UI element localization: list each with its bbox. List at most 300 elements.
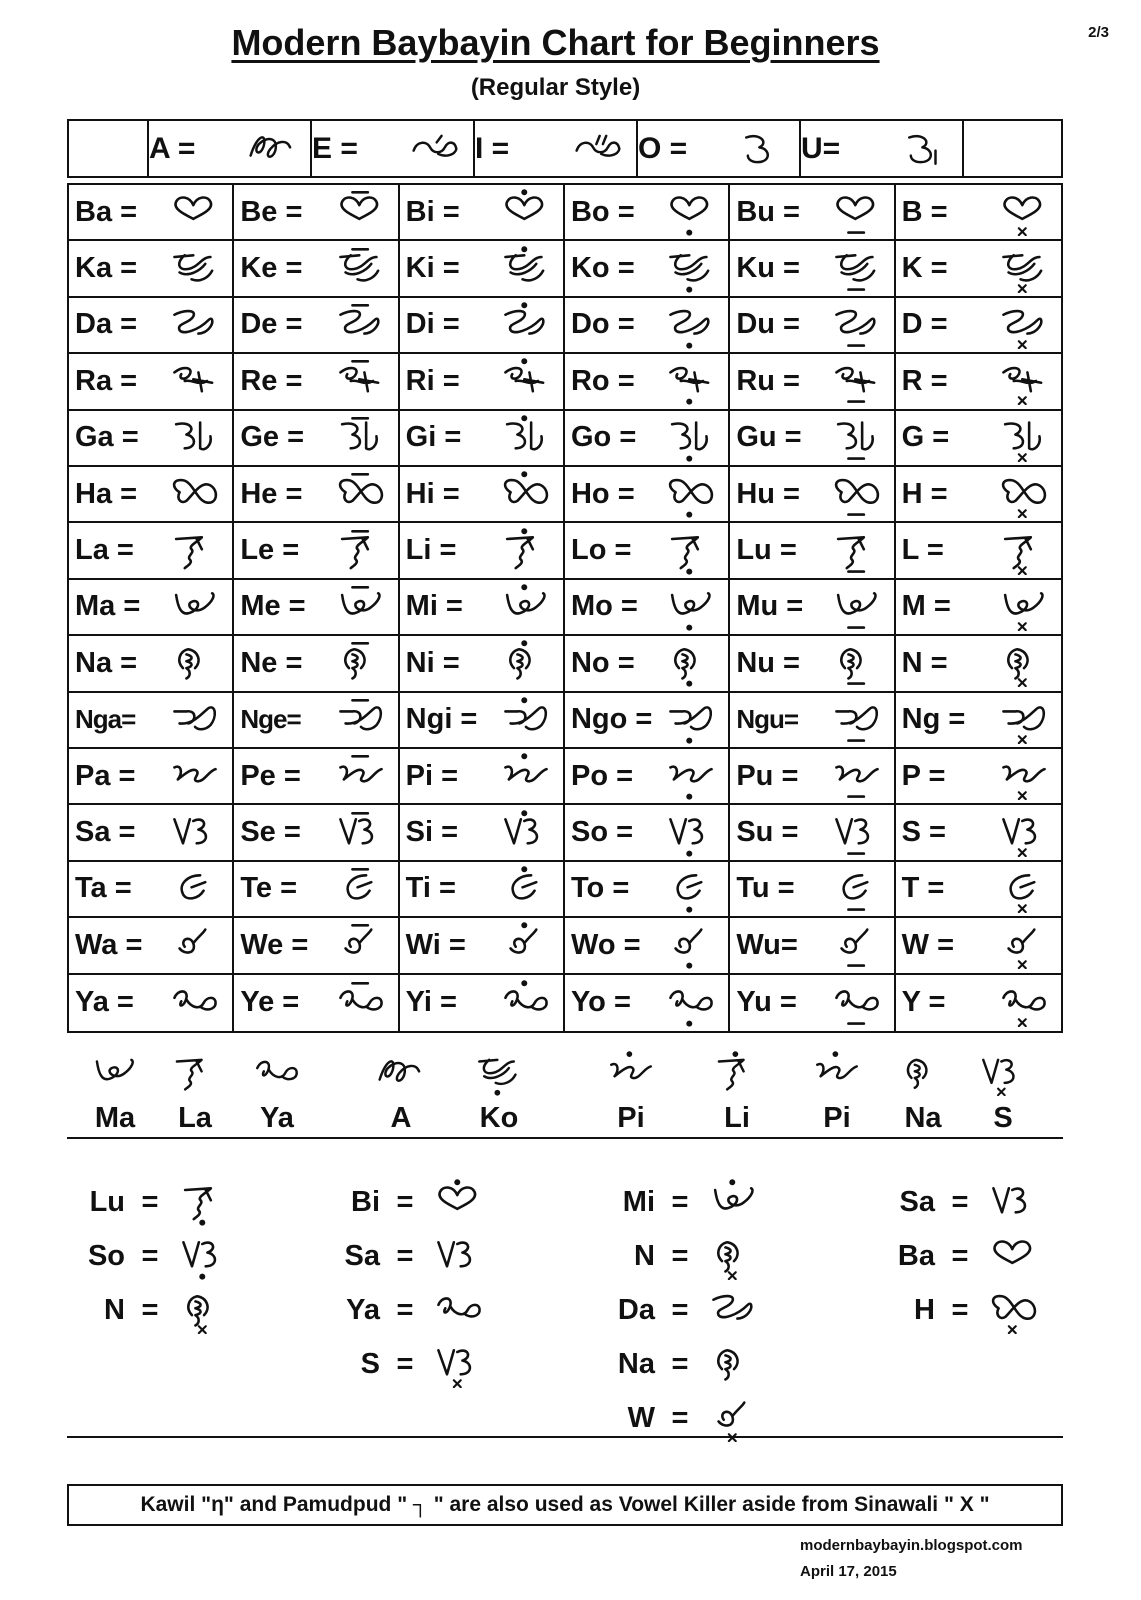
- example-syllable-label: S: [993, 1102, 1013, 1134]
- example-words: [70, 1050, 1060, 1140]
- syllable-label: Te =: [240, 872, 298, 905]
- example-syllable-label: Ya: [260, 1102, 294, 1134]
- practice-label: Lu: [89, 1185, 125, 1218]
- syllable-label: Ya =: [75, 986, 134, 1019]
- da-glyph-icon: [826, 301, 888, 349]
- practice-item: [322, 1283, 494, 1337]
- syllable-label: Hi =: [405, 477, 460, 510]
- syllable-label: Ba =: [75, 195, 138, 228]
- syllable-cell: [400, 523, 565, 579]
- example-syllable-label: Ko: [479, 1102, 519, 1134]
- example-syllable: [692, 1050, 782, 1135]
- sa-glyph-icon: [993, 809, 1055, 857]
- nga-glyph-icon: [495, 696, 557, 744]
- ha-glyph-icon: [495, 470, 557, 518]
- syllable-cell: [234, 354, 399, 410]
- pa-glyph-icon: [164, 752, 226, 800]
- syllable-label: L =: [901, 534, 944, 567]
- practice-item: [67, 1283, 239, 1337]
- syllable-cell: [400, 918, 565, 974]
- ra-glyph-icon: [495, 357, 557, 405]
- practice-item: [322, 1175, 494, 1229]
- syllable-label: Yo =: [570, 986, 631, 1019]
- syllable-cell: [400, 467, 565, 523]
- example-syllable: [792, 1050, 882, 1135]
- ta-glyph-icon: [993, 865, 1055, 913]
- ma-glyph-icon: [164, 583, 226, 631]
- syllable-cell: [730, 411, 895, 467]
- example-syllable-label: Na: [904, 1102, 942, 1134]
- practice-item: [597, 1337, 769, 1391]
- syllable-label: Mu =: [736, 590, 804, 623]
- practice-label: Ya: [346, 1293, 380, 1326]
- syllable-cell: [69, 241, 234, 297]
- syllable-label: De =: [240, 308, 303, 341]
- syllable-label: Pe =: [240, 759, 301, 792]
- example-syllable: [586, 1050, 676, 1135]
- syllable-label: Wa =: [75, 928, 143, 961]
- practice-label: Na: [617, 1347, 655, 1380]
- syllable-cell: [565, 298, 730, 354]
- syllable-cell: [565, 523, 730, 579]
- ma-glyph-icon: [495, 583, 557, 631]
- la-glyph-icon: [164, 527, 226, 575]
- syllable-label: Nu =: [736, 646, 800, 679]
- ya-glyph-icon: [430, 1286, 488, 1334]
- ta-glyph-icon: [660, 865, 722, 913]
- syllable-label: Su =: [736, 816, 799, 849]
- syllable-cell: [234, 298, 399, 354]
- syllable-cell: [400, 805, 565, 861]
- na-glyph-icon: [705, 1340, 763, 1388]
- example-syllable: [878, 1050, 968, 1135]
- syllable-cell: [400, 185, 565, 241]
- syllable-cell: [400, 241, 565, 297]
- syllable-label: Ge =: [240, 421, 305, 454]
- ga-glyph-icon: [330, 414, 392, 462]
- ya-glyph-icon: [826, 979, 888, 1027]
- syllable-label: Ng =: [901, 703, 966, 736]
- wa-glyph-icon: [993, 921, 1055, 969]
- syllable-label: So =: [570, 816, 634, 849]
- nga-glyph-icon: [993, 696, 1055, 744]
- syllable-label: Hu =: [736, 477, 800, 510]
- ha-glyph-icon: [985, 1286, 1043, 1334]
- syllable-cell: [565, 749, 730, 805]
- na-glyph-icon: [993, 639, 1055, 687]
- syllable-label: Ki =: [405, 252, 460, 285]
- syllable-label: Se =: [240, 816, 301, 849]
- ha-glyph-icon: [826, 470, 888, 518]
- na-glyph-icon: [164, 639, 226, 687]
- practice-item: [877, 1283, 1049, 1337]
- syllable-cell: [730, 862, 895, 918]
- syllable-label: N =: [901, 646, 948, 679]
- syllable-label: Ta =: [75, 872, 132, 905]
- wa-glyph-icon: [164, 921, 226, 969]
- practice-label: N: [634, 1239, 655, 1272]
- syllable-label: Do =: [570, 308, 635, 341]
- ra-glyph-icon: [660, 357, 722, 405]
- syllable-cell: [730, 467, 895, 523]
- syllable-label: Ni =: [405, 646, 460, 679]
- syllable-cell: [896, 693, 1061, 749]
- da-glyph-icon: [495, 301, 557, 349]
- ba-glyph-icon: [826, 188, 888, 236]
- syllable-cell: [565, 467, 730, 523]
- practice-label: Ba: [897, 1239, 935, 1272]
- ta-glyph-icon: [164, 865, 226, 913]
- syllable-label: Di =: [405, 308, 460, 341]
- syllable-label: To =: [570, 872, 630, 905]
- ta-glyph-icon: [495, 865, 557, 913]
- ha-glyph-icon: [993, 470, 1055, 518]
- da-glyph-icon: [660, 301, 722, 349]
- na-glyph-icon: [175, 1286, 233, 1334]
- nga-glyph-icon: [660, 696, 722, 744]
- equals-sign: =: [396, 1293, 414, 1326]
- syllable-label: Ga =: [75, 421, 139, 454]
- vowel-cell: [801, 121, 964, 176]
- ba-glyph-icon: [985, 1232, 1043, 1280]
- syllable-cell: [730, 975, 895, 1031]
- syllable-cell: [69, 749, 234, 805]
- syllable-cell: [69, 185, 234, 241]
- practice-label: N: [104, 1293, 125, 1326]
- practice-column: [67, 1175, 239, 1337]
- ba-glyph-icon: [993, 188, 1055, 236]
- syllable-cell: [896, 467, 1061, 523]
- sa-glyph-icon: [330, 809, 392, 857]
- vowel-killer-note: Kawil "η" and Pamudpud " ┐ " are also used as Vowel Killer aside from Sinawali " X ": [67, 1484, 1063, 1526]
- syllable-label: Ro =: [570, 364, 635, 397]
- syllable-cell: [730, 918, 895, 974]
- syllable-label: Yi =: [405, 986, 457, 1019]
- syllable-label: Ti =: [405, 872, 456, 905]
- pa-glyph-icon: [826, 752, 888, 800]
- ga-glyph-icon: [164, 414, 226, 462]
- syllable-cell: [565, 805, 730, 861]
- syllable-label: Ka =: [75, 252, 138, 285]
- ra-glyph-icon: [164, 357, 226, 405]
- na-glyph-icon: [330, 639, 392, 687]
- ka-glyph-icon: [826, 245, 888, 293]
- ba-glyph-icon: [164, 188, 226, 236]
- na-glyph-icon: [826, 639, 888, 687]
- example-syllable: [356, 1050, 446, 1135]
- practice-label: So: [87, 1239, 125, 1272]
- ba-glyph-icon: [495, 188, 557, 236]
- equals-sign: =: [671, 1239, 689, 1272]
- ra-glyph-icon: [826, 357, 888, 405]
- practice-section: [67, 1175, 1063, 1445]
- syllable-cell: [69, 354, 234, 410]
- syllable-cell: [730, 580, 895, 636]
- pa-glyph-icon: [806, 1050, 868, 1096]
- ya-glyph-icon: [660, 979, 722, 1027]
- syllable-cell: [730, 523, 895, 579]
- sa-glyph-icon: [660, 809, 722, 857]
- syllable-label: Ra =: [75, 364, 138, 397]
- ta-glyph-icon: [330, 865, 392, 913]
- vowel-label: U=: [801, 131, 841, 165]
- practice-column: [877, 1175, 1049, 1337]
- syllable-label: Lo =: [570, 534, 632, 567]
- equals-sign: =: [951, 1293, 969, 1326]
- syllable-cell: [896, 636, 1061, 692]
- page-title: Modern Baybayin Chart for Beginners: [231, 22, 880, 63]
- pa-glyph-icon: [993, 752, 1055, 800]
- pa-glyph-icon: [495, 752, 557, 800]
- vowel-a-glyph-icon: [240, 126, 304, 172]
- syllable-label: La =: [75, 534, 134, 567]
- page-number: 2/3: [1088, 24, 1109, 41]
- syllable-label: Go =: [570, 421, 637, 454]
- equals-sign: =: [141, 1239, 159, 1272]
- ma-glyph-icon: [826, 583, 888, 631]
- syllable-cell: [730, 185, 895, 241]
- syllable-cell: [896, 241, 1061, 297]
- syllable-label: Be =: [240, 195, 303, 228]
- sa-glyph-icon: [175, 1232, 233, 1280]
- syllable-label: Pu =: [736, 759, 799, 792]
- syllable-cell: [400, 354, 565, 410]
- practice-label: Sa: [344, 1239, 380, 1272]
- sa-glyph-icon: [972, 1050, 1034, 1096]
- syllable-label: Ngo =: [570, 703, 653, 736]
- syllable-cell: [896, 411, 1061, 467]
- syllable-cell: [730, 693, 895, 749]
- syllable-label: Sa =: [75, 816, 136, 849]
- sa-glyph-icon: [430, 1232, 488, 1280]
- syllable-cell: [565, 354, 730, 410]
- da-glyph-icon: [330, 301, 392, 349]
- syllable-label: Nga=: [75, 704, 136, 735]
- syllable-label: D =: [901, 308, 948, 341]
- syllable-label: Si =: [405, 816, 459, 849]
- practice-label: Mi: [622, 1185, 655, 1218]
- equals-sign: =: [396, 1239, 414, 1272]
- syllable-label: Re =: [240, 364, 303, 397]
- syllable-cell: [565, 185, 730, 241]
- syllable-label: No =: [570, 646, 635, 679]
- la-glyph-icon: [495, 527, 557, 575]
- syllable-cell: [896, 749, 1061, 805]
- syllable-label: Wu=: [736, 928, 798, 961]
- practice-item: [877, 1175, 1049, 1229]
- syllable-label: G =: [901, 421, 950, 454]
- syllable-cell: [565, 636, 730, 692]
- da-glyph-icon: [705, 1286, 763, 1334]
- ka-glyph-icon: [495, 245, 557, 293]
- syllable-label: Da =: [75, 308, 138, 341]
- syllable-cell: [565, 241, 730, 297]
- syllable-cell: [730, 805, 895, 861]
- equals-sign: =: [396, 1185, 414, 1218]
- syllable-label: Wi =: [405, 928, 466, 961]
- la-glyph-icon: [164, 1050, 226, 1096]
- footer-date: April 17, 2015: [800, 1563, 897, 1580]
- ga-glyph-icon: [495, 414, 557, 462]
- syllable-cell: [400, 862, 565, 918]
- syllable-cell: [69, 298, 234, 354]
- syllable-cell: [69, 805, 234, 861]
- syllable-cell: [69, 411, 234, 467]
- syllable-label: Mi =: [405, 590, 463, 623]
- sa-glyph-icon: [430, 1340, 488, 1388]
- da-glyph-icon: [164, 301, 226, 349]
- da-glyph-icon: [993, 301, 1055, 349]
- syllable-label: Ru =: [736, 364, 800, 397]
- ba-glyph-icon: [660, 188, 722, 236]
- na-glyph-icon: [705, 1232, 763, 1280]
- syllable-cell: [400, 580, 565, 636]
- syllable-cell: [69, 580, 234, 636]
- section-divider: [67, 1436, 1063, 1438]
- syllable-cell: [234, 241, 399, 297]
- syllable-label: Tu =: [736, 872, 795, 905]
- syllable-cell: [234, 805, 399, 861]
- ka-glyph-icon: [468, 1050, 530, 1096]
- syllable-label: W =: [901, 928, 955, 961]
- syllable-cell: [730, 298, 895, 354]
- syllable-label: Lu =: [736, 534, 797, 567]
- nga-glyph-icon: [826, 696, 888, 744]
- example-syllable: [454, 1050, 544, 1135]
- syllable-cell: [896, 354, 1061, 410]
- vowel-u-glyph-icon: [892, 126, 956, 172]
- example-syllable-label: Pi: [617, 1102, 645, 1134]
- ka-glyph-icon: [164, 245, 226, 293]
- sa-glyph-icon: [164, 809, 226, 857]
- practice-label: S: [360, 1347, 380, 1380]
- pa-glyph-icon: [330, 752, 392, 800]
- syllable-label: Na =: [75, 646, 138, 679]
- ma-glyph-icon: [993, 583, 1055, 631]
- syllable-label: Ne =: [240, 646, 303, 679]
- vowel-cell: [149, 121, 312, 176]
- vowel-cell: [312, 121, 475, 176]
- practice-label: Sa: [899, 1185, 935, 1218]
- syllable-cell: [896, 975, 1061, 1031]
- syllable-cell: [234, 862, 399, 918]
- section-divider: [67, 1137, 1063, 1139]
- syllable-cell: [896, 862, 1061, 918]
- example-syllable: [150, 1050, 240, 1135]
- pa-glyph-icon: [660, 752, 722, 800]
- syllable-label: Pa =: [75, 759, 136, 792]
- ma-glyph-icon: [705, 1178, 763, 1226]
- syllable-cell: [400, 411, 565, 467]
- syllable-cell: [730, 636, 895, 692]
- equals-sign: =: [396, 1347, 414, 1380]
- syllable-label: T =: [901, 872, 945, 905]
- example-syllable-label: Li: [724, 1102, 750, 1134]
- la-glyph-icon: [826, 527, 888, 575]
- example-syllable: [70, 1050, 160, 1135]
- syllable-cell: [400, 693, 565, 749]
- ka-glyph-icon: [993, 245, 1055, 293]
- equals-sign: =: [141, 1293, 159, 1326]
- syllable-label: H =: [901, 477, 948, 510]
- equals-sign: =: [671, 1347, 689, 1380]
- syllable-label: K =: [901, 252, 948, 285]
- syllable-label: Du =: [736, 308, 800, 341]
- sa-glyph-icon: [985, 1178, 1043, 1226]
- syllable-label: Le =: [240, 534, 300, 567]
- vowel-table: [67, 119, 1063, 178]
- syllable-label: Me =: [240, 590, 306, 623]
- ma-glyph-icon: [330, 583, 392, 631]
- syllable-cell: [896, 580, 1061, 636]
- syllable-label: Y =: [901, 986, 946, 1019]
- la-glyph-icon: [706, 1050, 768, 1096]
- syllable-label: Ku =: [736, 252, 800, 285]
- syllable-label: We =: [240, 928, 309, 961]
- la-glyph-icon: [330, 527, 392, 575]
- nga-glyph-icon: [330, 696, 392, 744]
- example-syllable-label: Ma: [94, 1102, 136, 1134]
- syllable-label: P =: [901, 759, 946, 792]
- equals-sign: =: [671, 1293, 689, 1326]
- syllable-cell: [69, 918, 234, 974]
- syllable-cell: [896, 918, 1061, 974]
- ta-glyph-icon: [826, 865, 888, 913]
- syllable-label: Ye =: [240, 986, 300, 1019]
- practice-item: [322, 1337, 494, 1391]
- wa-glyph-icon: [495, 921, 557, 969]
- la-glyph-icon: [660, 527, 722, 575]
- practice-column: [597, 1175, 769, 1445]
- syllable-label: Pi =: [405, 759, 459, 792]
- a-glyph-icon: [370, 1050, 432, 1096]
- syllable-cell: [565, 975, 730, 1031]
- wa-glyph-icon: [330, 921, 392, 969]
- ra-glyph-icon: [330, 357, 392, 405]
- syllable-label: Ha =: [75, 477, 138, 510]
- syllable-cell: [730, 241, 895, 297]
- ga-glyph-icon: [993, 414, 1055, 462]
- practice-item: [67, 1175, 239, 1229]
- vowel-label: E =: [312, 131, 358, 165]
- syllable-cell: [565, 693, 730, 749]
- ba-glyph-icon: [330, 188, 392, 236]
- syllable-label: Ngu=: [736, 704, 799, 735]
- syllable-label: Bo =: [570, 195, 635, 228]
- practice-column: [322, 1175, 494, 1391]
- ra-glyph-icon: [993, 357, 1055, 405]
- example-syllable: [232, 1050, 322, 1135]
- syllable-label: S =: [901, 816, 946, 849]
- ya-glyph-icon: [330, 979, 392, 1027]
- syllable-cell: [69, 693, 234, 749]
- ya-glyph-icon: [993, 979, 1055, 1027]
- syllable-label: Ngi =: [405, 703, 478, 736]
- syllable-label: Ke =: [240, 252, 303, 285]
- syllable-cell: [400, 298, 565, 354]
- syllable-cell: [234, 411, 399, 467]
- vowel-label: O =: [638, 131, 688, 165]
- practice-item: [597, 1229, 769, 1283]
- equals-sign: =: [951, 1239, 969, 1272]
- syllable-label: Yu =: [736, 986, 797, 1019]
- ba-glyph-icon: [430, 1178, 488, 1226]
- syllable-label: M =: [901, 590, 951, 623]
- vowel-i-glyph-icon: [566, 126, 630, 172]
- practice-label: W: [627, 1401, 655, 1434]
- ma-glyph-icon: [660, 583, 722, 631]
- page-subtitle: (Regular Style): [470, 74, 641, 101]
